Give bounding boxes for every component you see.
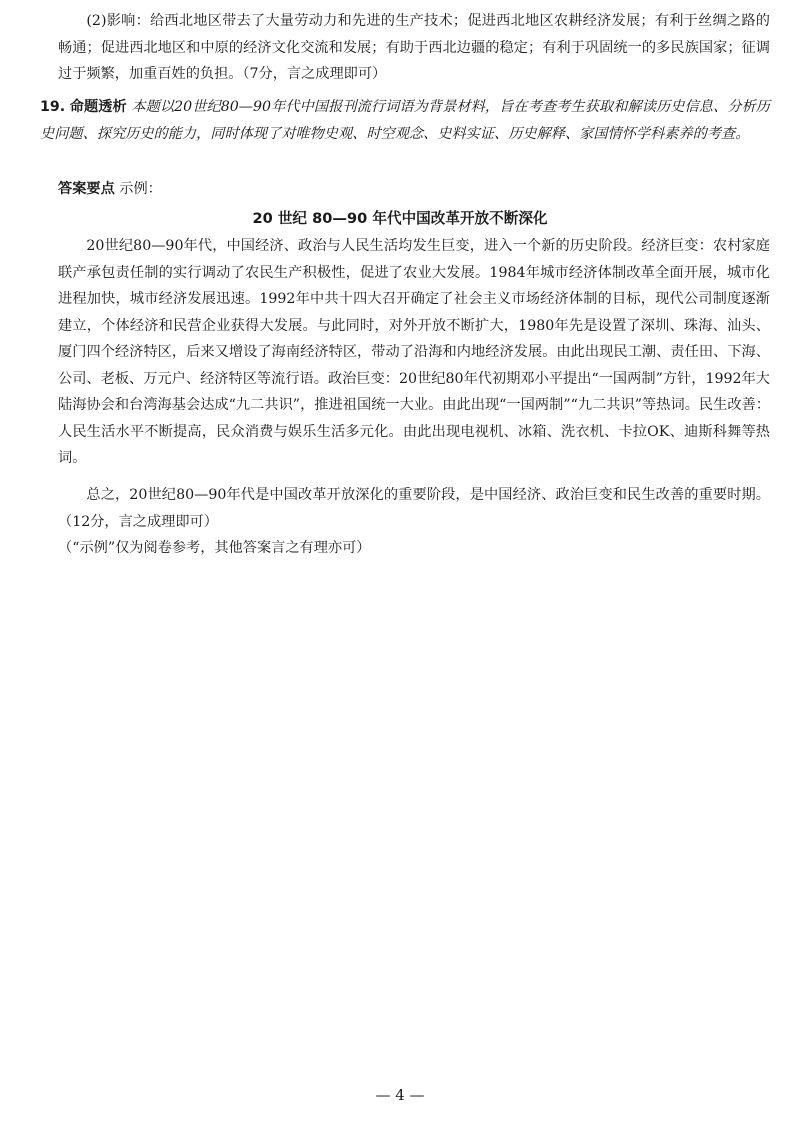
grading-note (58, 535, 770, 562)
question-19-number: 19. (40, 99, 66, 115)
answer-header (58, 176, 770, 203)
essay-paragraph-1 (58, 233, 770, 472)
analysis-label: 命题透析 (69, 99, 127, 115)
answer-example-label: 示例： (119, 181, 162, 197)
essay-paragraph-2-text: 总之，20世纪80—90年代是中国改革开放深化的重要阶段，是中国经济、政治巨变和民生改善的重要时期。（12分，言之成理即可） (58, 487, 770, 530)
essay-title: 20 世纪 80—90 年代中国改革开放不断深化 (252, 210, 548, 227)
answer-18-part2 (58, 8, 770, 88)
grading-note-text: （“示例”仅为阅卷参考，其他答案言之有理亦可） (58, 540, 371, 556)
answer-18-part2-text: (2)影响：给西北地区带去了大量劳动力和先进的生产技术；促进西北地区农耕经济发展；有利于丝绸之路的畅通；促进西北地区和中原的经济文化交流和发展；有助于西北边疆的稳定；有利于巩固统一的多民族国家；征调过于频繁，加重百姓的负担。（7分，言之成理即可） (58, 13, 770, 82)
page-number: — 4 — (375, 1086, 425, 1104)
analysis-text: 本题以20世纪80—90年代中国报刊流行词语为背景材料，旨在考查考生获取和解读历史信息、分析历史问题、探究历史的能力，同时体现了对唯物史观、时空观念、史料实证、历史解释、家国情怀学科素养的考查。 (40, 99, 770, 142)
answer-points-label: 答案要点 (58, 181, 115, 197)
essay-paragraph-1-text: 20世纪80—90年代，中国经济、政治与人民生活均发生巨变，进入一个新的历史阶段。经济巨变：农村家庭联产承包责任制的实行调动了农民生产积极性，促进了农业大发展。1984年城市经济体制改革全面开展，城市化进程加快，城市经济发展迅速。1992年中共十四大召开确定了社会主义市场经济体制的目标，现代公司制度逐渐建立，个体经济和民营企业获得大发展。与此同时，对外开放不断扩大，1980年先是设置了深圳、珠海、汕头、厦门四个经济特区，后来又增设了海南经济特区，带动了沿海和内地经济发展。由此出现民工潮、责任田、下海、公司、老板、万元户、经济特区等流行语。政治巨变：20世纪80年代初期邓小平提出“一国两制”方针，1992年大陆海协会和台湾海基会达成“九二共识”，推进祖国统一大业。由此出现“一国两制”“九二共识”等热词。民生改善：人民生活水平不断提高，民众消费与娱乐生活多元化。由此出现电视机、冰箱、洗衣机、卡拉OK、迪斯科舞等热词。 (58, 238, 770, 466)
essay-paragraph-2 (58, 482, 770, 535)
question-19-analysis (40, 94, 770, 147)
